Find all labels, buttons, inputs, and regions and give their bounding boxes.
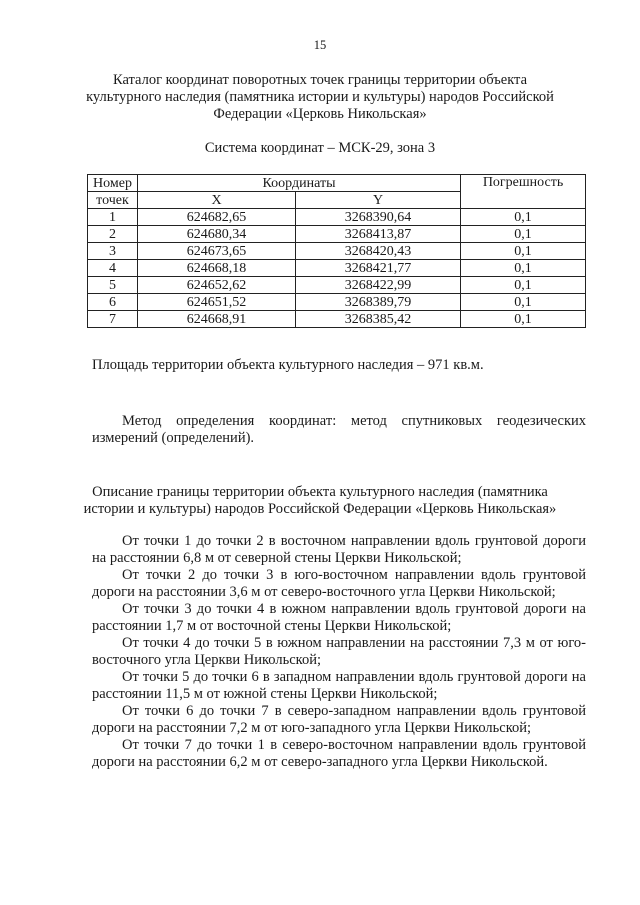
table-row: [88, 294, 586, 311]
header-points: точек: [88, 192, 138, 209]
description-title-line: Описание границы территории объекта культурного наследия (памятника: [92, 484, 548, 500]
segment-paragraph: От точки 5 до точки 6 в западном направлении вдоль грунтовой дороги на расстоянии 11,5 м от южной стены Церкви Никольской;: [92, 669, 586, 702]
cell-x: 624668,91: [138, 311, 296, 328]
cell-x: 624680,34: [138, 226, 296, 243]
cell-number: 5: [88, 277, 138, 294]
segment-paragraph: От точки 1 до точки 2 в восточном направлении вдоль грунтовой дороги на расстоянии 6,8 м от северной стены Церкви Никольской;: [92, 533, 586, 566]
segment-paragraph: От точки 7 до точки 1 в северо-восточном направлении вдоль грунтовой дороги на расстоянии 6,2 м от северо-западного угла Церкви Никольской.: [92, 737, 586, 770]
cell-y: 3268385,42: [296, 311, 461, 328]
page-number: 15: [313, 38, 327, 52]
document-title: [80, 72, 560, 123]
cell-number: 6: [88, 294, 138, 311]
coordinates-table: [87, 174, 586, 328]
cell-x: 624651,52: [138, 294, 296, 311]
cell-error: 0,1: [461, 277, 586, 294]
title-line: Федерации «Церковь Никольская»: [213, 106, 427, 122]
table-header-row: [88, 175, 586, 192]
header-coordinates: Координаты: [138, 175, 461, 192]
cell-number: 2: [88, 226, 138, 243]
cell-error: 0,1: [461, 209, 586, 226]
coordinate-system: Система координат – МСК-29, зона 3: [204, 140, 436, 156]
header-error: Погрешность: [461, 175, 586, 209]
table-row: [88, 311, 586, 328]
table-row: [88, 209, 586, 226]
description-title-line: истории и культуры) народов Российской Федерации «Церковь Никольская»: [83, 501, 557, 517]
cell-x: 624652,62: [138, 277, 296, 294]
header-number: Номер: [88, 175, 138, 192]
cell-error: 0,1: [461, 260, 586, 277]
title-line: культурного наследия (памятника истории и культуры) народов Российской: [86, 89, 554, 105]
cell-y: 3268413,87: [296, 226, 461, 243]
segment-paragraph: От точки 3 до точки 4 в южном направлении вдоль грунтовой дороги на расстоянии 1,7 м от восточной стены Церкви Никольской;: [92, 601, 586, 634]
title-line: Каталог координат поворотных точек границы территории объекта: [112, 72, 527, 88]
table-row: [88, 260, 586, 277]
cell-error: 0,1: [461, 243, 586, 260]
cell-number: 1: [88, 209, 138, 226]
cell-y: 3268422,99: [296, 277, 461, 294]
area-statement: Площадь территории объекта культурного наследия – 971 кв.м.: [92, 357, 484, 373]
table-row: [88, 277, 586, 294]
cell-y: 3268421,77: [296, 260, 461, 277]
cell-error: 0,1: [461, 311, 586, 328]
boundary-segments: [92, 533, 586, 771]
cell-error: 0,1: [461, 294, 586, 311]
cell-y: 3268389,79: [296, 294, 461, 311]
cell-y: 3268420,43: [296, 243, 461, 260]
cell-y: 3268390,64: [296, 209, 461, 226]
header-y: Y: [296, 192, 461, 209]
segment-paragraph: От точки 4 до точки 5 в южном направлении на расстоянии 7,3 м от юго-восточного угла Церкви Никольской;: [92, 635, 586, 668]
cell-error: 0,1: [461, 226, 586, 243]
cell-x: 624668,18: [138, 260, 296, 277]
table-row: [88, 226, 586, 243]
cell-number: 3: [88, 243, 138, 260]
description-title: [80, 484, 560, 518]
table-row: [88, 243, 586, 260]
segment-paragraph: От точки 2 до точки 3 в юго-восточном направлении вдоль грунтовой дороги на расстоянии 3,6 м от северо-восточного угла Церкви Никольской;: [92, 567, 586, 600]
cell-number: 7: [88, 311, 138, 328]
segment-paragraph: От точки 6 до точки 7 в северо-западном направлении вдоль грунтовой дороги на расстоянии 7,2 м от юго-западного угла Церкви Никольской;: [92, 703, 586, 736]
cell-x: 624682,65: [138, 209, 296, 226]
header-x: X: [138, 192, 296, 209]
method-statement: Метод определения координат: метод спутниковых геодезических измерений (определений).: [92, 413, 586, 446]
cell-x: 624673,65: [138, 243, 296, 260]
cell-number: 4: [88, 260, 138, 277]
